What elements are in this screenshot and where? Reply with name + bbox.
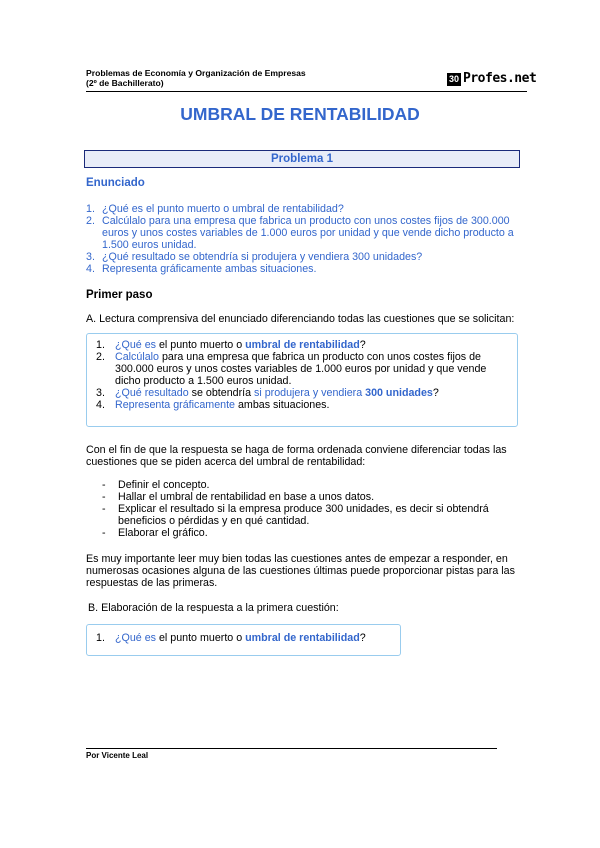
- enunciado-heading: Enunciado: [86, 177, 145, 189]
- list-item: 1. ¿Qué es el punto muerto o umbral de rentabilidad?: [86, 203, 344, 215]
- ordering-paragraph: Con el fin de que la respuesta se haga de forma ordenada conviene diferenciar todas las cuestiones que se piden acerca del umbral de rentabilidad:: [86, 444, 507, 468]
- footer-divider: [86, 748, 497, 749]
- list-item: 1. ¿Qué es el punto muerto o umbral de rentabilidad?: [96, 632, 366, 644]
- footer-author: Por Vicente Leal: [86, 751, 149, 760]
- list-item: - Hallar el umbral de rentabilidad en base a unos datos.: [102, 491, 375, 503]
- list-item: 3. ¿Qué resultado se obtendría si produjera y vendiera 300 unidades?: [86, 251, 423, 263]
- questions-box-list: [96, 339, 506, 411]
- problem-label: Problema 1: [271, 153, 333, 165]
- list-item: 3. ¿Qué resultado se obtendría si produjera y vendiera 300 unidades?: [96, 387, 439, 399]
- list-item: 1. ¿Qué es el punto muerto o umbral de rentabilidad?: [96, 339, 366, 351]
- list-item: - Definir el concepto.: [102, 479, 210, 491]
- first-question-list: [96, 632, 396, 644]
- header-course: Problemas de Economía y Organización de Empresas: [86, 68, 306, 78]
- list-item: 4. Representa gráficamente ambas situaciones.: [86, 263, 317, 275]
- primer-paso-heading: Primer paso: [86, 289, 153, 301]
- logo-text: Profes.net: [463, 71, 537, 86]
- page-title: UMBRAL DE RENTABILIDAD: [180, 104, 420, 124]
- header-divider: [86, 91, 527, 92]
- task-dash-list: [102, 479, 514, 539]
- document-header: [86, 68, 306, 88]
- enunciado-list: [86, 203, 518, 275]
- profes-net-logo: [447, 70, 536, 86]
- list-item: 4. Representa gráficamente ambas situaciones.: [96, 399, 330, 411]
- list-item: 2. Calcúlalo para una empresa que fabrica un producto con unos costes fijos de 300.000 euros y unos costes variables de 1.000 euros por unidad y que vende dicho producto a 1.500 euros unidad.: [86, 215, 514, 251]
- list-item: - Explicar el resultado si la empresa produce 300 unidades, es decir si obtendrá beneficios o pérdidas y en qué cantidad.: [102, 503, 489, 527]
- step-b-intro: B. Elaboración de la respuesta a la primera cuestión:: [88, 602, 339, 614]
- header-level: (2º de Bachillerato): [86, 78, 164, 88]
- logo-mark: 30: [449, 74, 460, 84]
- list-item: - Elaborar el gráfico.: [102, 527, 208, 539]
- advice-paragraph: Es muy importante leer muy bien todas las cuestiones antes de empezar a responder, en numerosas ocasiones alguna de las cuestiones últimas puede proporcionar pistas para las respuestas de las primeras.: [86, 553, 515, 589]
- problem-label-box: [84, 150, 520, 168]
- list-item: 2. Calcúlalo para una empresa que fabrica un producto con unos costes fijos de 300.000 euros y unos costes variables de 1.000 euros por unidad y que vende dicho producto a 1.500 euros unidad.: [96, 351, 487, 387]
- step-a-intro: A. Lectura comprensiva del enunciado diferenciando todas las cuestiones que se solicitan:: [86, 313, 515, 325]
